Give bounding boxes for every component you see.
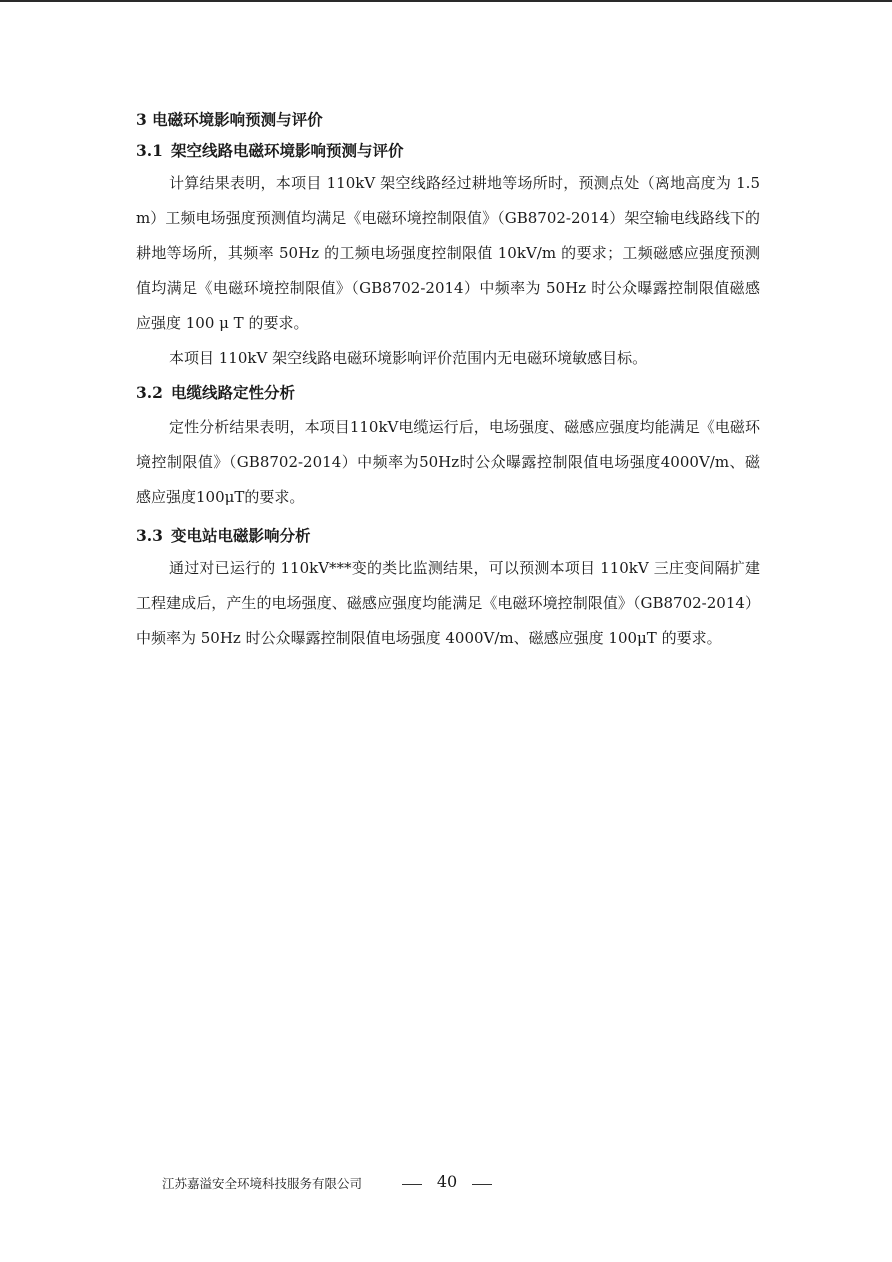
- section-3-1-number: 3.1: [136, 141, 163, 160]
- footer-company-name: 江苏嘉溢安全环境科技服务有限公司: [162, 1176, 363, 1191]
- section-3-3-paragraph-1: 通过对已运行的 110kV***变的类比监测结果，可以预测本项目 110kV 三庄变间隔扩建工程建成后，产生的电场强度、磁感应强度均能满足《电磁环境控制限值》（GB8702-2014）中频率为 50Hz 时公众曝露控制限值电场强度 4000V/m、磁感应强度 100μT 的要求。: [136, 559, 760, 647]
- section-3-1-paragraph-2: 本项目 110kV 架空线路电磁环境影响评价范围内无电磁环境敏感目标。: [169, 349, 648, 367]
- page-number-left-dash: [402, 1184, 422, 1185]
- section-3-3-title: 变电站电磁影响分析: [170, 526, 311, 545]
- page-number: 40: [436, 1172, 458, 1191]
- section-3-1-heading: [136, 136, 760, 166]
- top-border-line: [0, 0, 892, 2]
- section-3-2-number: 3.2: [136, 383, 163, 402]
- page-number-right-dash: [472, 1184, 492, 1185]
- section-3-3-heading: [136, 521, 760, 551]
- section-3-2-title: 电缆线路定性分析: [170, 383, 295, 402]
- section-3-2-heading: [136, 378, 760, 408]
- page-footer: [162, 1168, 562, 1198]
- section-3-2-paragraph-1: 定性分析结果表明，本项目110kV电缆运行后，电场强度、磁感应强度均能满足《电磁环境控制限值》（GB8702-2014）中频率为50Hz时公众曝露控制限值电场强度4000V/m、磁感应强度100μT的要求。: [136, 418, 760, 506]
- document-body: [136, 106, 760, 656]
- section-3-1-title: 架空线路电磁环境影响预测与评价: [170, 141, 404, 160]
- section-3-1-paragraph-1: 计算结果表明，本项目 110kV 架空线路经过耕地等场所时，预测点处（离地高度为 1.5m）工频电场强度预测值均满足《电磁环境控制限值》（GB8702-2014）架空输电线路线下的耕地等场所，其频率 50Hz 的工频电场强度控制限值 10kV/m 的要求；工频磁感应强度预测值均满足《电磁环境控制限值》（GB8702-2014）中频率为 50Hz 时公众曝露控制限值磁感应强度 100 μ T 的要求。: [136, 174, 760, 332]
- section-3-3-number: 3.3: [136, 526, 163, 545]
- section-3-heading: 3 电磁环境影响预测与评价: [136, 110, 323, 129]
